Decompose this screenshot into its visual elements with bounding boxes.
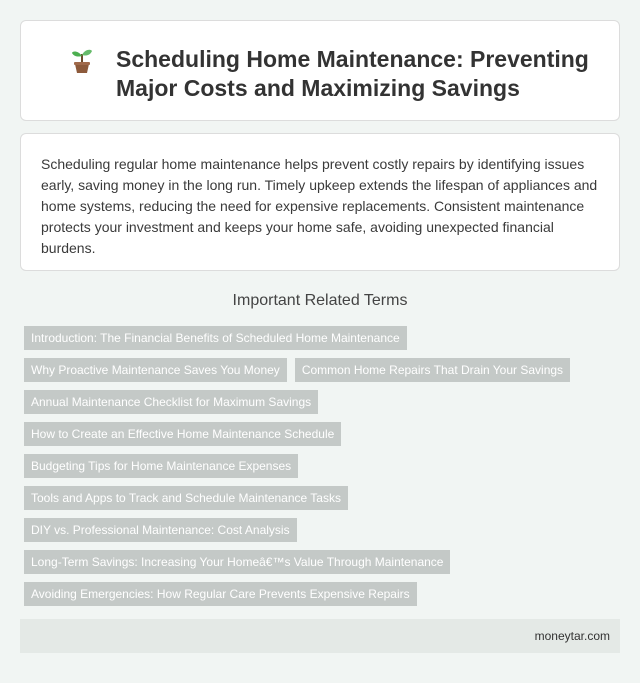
related-term-tag[interactable]: Long-Term Savings: Increasing Your Homeâ€™s Value Through Maintenance	[24, 550, 450, 574]
page-title: Scheduling Home Maintenance: Preventing Major Costs and Maximizing Savings	[116, 46, 589, 101]
related-term-tag[interactable]: Annual Maintenance Checklist for Maximum Savings	[24, 390, 318, 414]
title-card	[20, 20, 620, 121]
related-terms-heading: Important Related Terms	[232, 292, 408, 309]
tag-row	[20, 322, 620, 354]
footer	[20, 619, 620, 653]
summary-card	[20, 133, 620, 271]
tag-row	[20, 418, 620, 450]
related-term-tag[interactable]: Avoiding Emergencies: How Regular Care Prevents Expensive Repairs	[24, 582, 417, 606]
related-term-tag[interactable]: How to Create an Effective Home Maintenance Schedule	[24, 422, 341, 446]
related-term-tag[interactable]: Why Proactive Maintenance Saves You Money	[24, 358, 287, 382]
tag-row	[20, 546, 620, 578]
tag-row	[20, 354, 620, 386]
sprout-icon	[70, 48, 94, 74]
tag-row	[20, 482, 620, 514]
tag-row	[20, 514, 620, 546]
related-terms-list	[20, 322, 620, 610]
summary-text: Scheduling regular home maintenance helps prevent costly repairs by identifying issues early, saving money in the long run. Timely upkeep extends the lifespan of appliances and home systems, reducing the need for expensive replacements. Consistent maintenance protects your investment and keeps your home safe, avoiding unexpected financial burdens.	[41, 156, 598, 256]
related-term-tag[interactable]: Budgeting Tips for Home Maintenance Expenses	[24, 454, 298, 478]
tag-row	[20, 578, 620, 610]
related-term-tag[interactable]: Tools and Apps to Track and Schedule Maintenance Tasks	[24, 486, 348, 510]
tag-row	[20, 386, 620, 418]
related-term-tag[interactable]: Introduction: The Financial Benefits of Scheduled Home Maintenance	[24, 326, 407, 350]
related-term-tag[interactable]: Common Home Repairs That Drain Your Savings	[295, 358, 570, 382]
related-term-tag[interactable]: DIY vs. Professional Maintenance: Cost Analysis	[24, 518, 297, 542]
footer-site-link[interactable]: moneytar.com	[534, 629, 610, 643]
tag-row	[20, 450, 620, 482]
